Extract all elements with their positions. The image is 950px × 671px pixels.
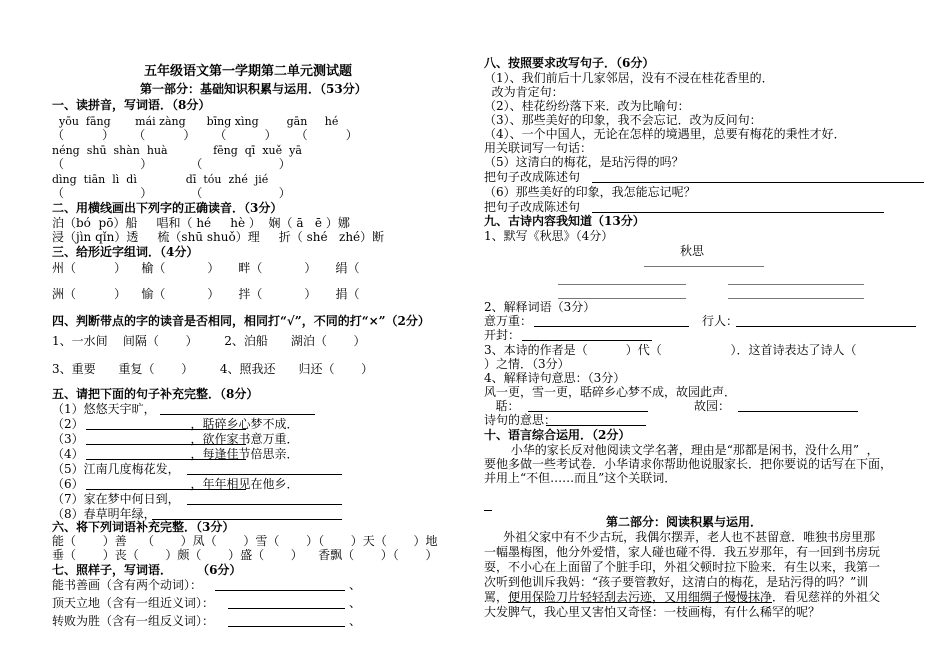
s7-row-2: 顶天立地（含有一组近义词）：: [52, 596, 215, 610]
s9-line-6: ）之情．（3分）: [484, 357, 570, 371]
s1-pinyin-2: néng shū shàn huà fēng qī xuě yā: [52, 144, 302, 157]
s6-row-2: 垂（ ）丧（ ）颇（ ）盛（ ） 香飘（ ）（ ）: [52, 548, 438, 562]
s4-row-2: 3、重要 重复（ ） 4、照我还 归还（ ）: [52, 362, 374, 376]
s8-line-5: （4）、一个中国人，无论在怎样的境遇里，总要有梅花的秉性才好．: [484, 127, 846, 141]
s1-pinyin-3: dìng tiān lì dì dī tóu zhé jié: [52, 173, 269, 186]
s1-brackets-2: （ ） （ ）: [52, 157, 291, 171]
part2-heading: 第二部分：阅读积累与运用．: [606, 515, 763, 529]
s9-line-8: 风一更，雪一更，聒碎乡心梦不成，故园此声．: [484, 385, 737, 399]
s6-row-1: 能（ ）善 （ ）凤（ ）雪（ ）（ ）天（ ）地: [52, 534, 438, 548]
s8-line-3: （2）、桂花纷纷落下来．改为比喻句：: [484, 99, 690, 113]
s8-line-1: （1）、我们前后十几家邻居，没有不浸在桂花香里的．: [484, 71, 774, 85]
s10-line-3: 并用上“不但……而且”这个关联词．: [484, 471, 677, 485]
s3-row-1: 州（ ） 榆（ ） 畔（ ） 绢（: [52, 261, 360, 275]
s8-line-7: （5）这清白的梅花，是玷污得的吗？: [484, 155, 684, 169]
s5-heading: 五、请把下面的句子补充完整．（8分）: [52, 387, 259, 401]
s8-line-8: 把句子改成陈述句: [484, 170, 581, 184]
s5-item-8: （8）春草明年绿，: [52, 507, 156, 521]
s4-row-1: 1、一水间 间隔（ ） 2、泊船 湖泊（ ）: [52, 334, 366, 348]
s8-line-9: （6）那些美好的印象，我怎能忘记呢？: [484, 185, 696, 199]
s9-line-3b: 行人：: [702, 314, 739, 328]
s1-brackets-3: （ ） （ ）: [52, 186, 291, 200]
s8-line-6: 用关联词写一句话：: [484, 141, 593, 155]
s2-row-2: 浸（jìn qǐn）透 梳（shū shuǒ）理 折（ shé zhé）断: [52, 230, 385, 244]
s9-line-7: 4、解释诗句意思：（3分）: [484, 371, 626, 385]
passage-line-5: 罵，便用保险刀片轻轻刮去污迹，又用细绸子慢慢抹净．看见慈祥的外祖父: [484, 590, 881, 604]
s3-heading: 三、给形近字组词．（4分）: [52, 245, 199, 259]
s7-row-1: 能书善画（含有两个动词）：: [52, 578, 203, 592]
s5-item-6: （6） ，年年相见在他乡．: [52, 477, 299, 491]
exam-title: 五年级语文第一学期第二单元测试题: [144, 64, 353, 79]
s9-line-5: 3、本诗的作者是（ ）代（ ）．这首诗表达了诗人（: [484, 343, 857, 357]
s1-brackets-1: （ ） （ ） （ ） （ ）: [52, 128, 358, 142]
s9-line-9: 聒：: [484, 399, 520, 413]
passage-line-4: 次听到他训斥我妈：“孩子要管教好，这清白的梅花，是玷污得的吗？”训: [484, 575, 869, 589]
poem-title: 秋思: [680, 244, 705, 258]
s5-item-3: （3） ，欲作家书意万重．: [52, 432, 299, 446]
s9-line-10: 诗句的意思：: [484, 413, 557, 427]
passage-line-2: 一幅墨梅图，他分外爱惜，家人碰也碰不得．我五岁那年，有一回到书房玩: [484, 545, 881, 559]
s1-heading: 一、读拼音，写词语．（8分）: [52, 98, 211, 112]
s10-line-2: 要他多做一些考试卷．小华请求你帮助他说服家长．把你要说的话写在下面，: [484, 457, 893, 471]
s2-row-1: 泊（bó pō）船 唱和（ hé hè ） 娴（ ā ē ）娜: [52, 216, 350, 230]
s9-line-4: 开封：: [484, 328, 521, 342]
s9-heading: 九、古诗内容我知道（13分）: [484, 214, 645, 228]
s7-row-3: 转败为胜（含有一组反义词）：: [52, 614, 215, 628]
s10-line-1: 小华的家长反对他阅读文学名著，理由是“那都是闲书，没什么用” ，: [484, 443, 879, 457]
s9-line-1: 1、默写《秋思》（4分）: [484, 229, 614, 243]
s5-item-7: （7）家在梦中何日到，: [52, 492, 180, 506]
s8-line-10: 把句子改成陈述句: [484, 200, 581, 214]
s5-item-5: （5）江南几度梅花发，: [52, 462, 180, 476]
s6-heading: 六、将下列词语补充完整．（3分）: [52, 520, 235, 534]
s8-line-4: （3）、那些美好的印象，我不会忘记．改为反问句：: [484, 113, 762, 127]
passage-line-3: 耍，不小心在上面留了个脏手印，外祖父顿时拉下脸来．有生以来，我第一: [484, 560, 881, 574]
s8-heading: 八、按照要求改写句子．（6分）: [484, 56, 655, 70]
underlined-sentence: 便用保险刀片轻轻刮去污迹，又用细绸子慢慢抹净: [508, 590, 773, 604]
s1-pinyin-1: yōu fāng mái zàng bīng xìng gān hé: [52, 115, 339, 128]
s5-item-2: （2） ，聒碎乡心梦不成．: [52, 417, 299, 431]
s5-item-1: （1）悠悠天宇旷，: [52, 402, 156, 416]
passage-line-1: 外祖父家中有不少古玩，我偶尔摆弄，老人也不甚留意．唯独书房里那: [484, 530, 876, 544]
s10-heading: 十、语言综合运用．（2分）: [484, 428, 631, 442]
s2-heading: 二、用横线画出下列字的正确读音．（3分）: [52, 201, 283, 215]
s8-line-2: 改为肯定句：: [484, 85, 564, 99]
s9-line-9b: 故园：: [694, 399, 731, 413]
passage-line-6: 大发脾气，我心里又害怕又奇怪：一枝画梅，有什么稀罕的呢？: [484, 605, 821, 619]
s7-heading: 七、照样子，写词语． （6分）: [52, 563, 242, 577]
s5-item-4: （4） ，每逢佳节倍思亲．: [52, 447, 299, 461]
s9-line-2: 2、解释词语（3分）: [484, 300, 596, 314]
s9-line-3: 意万重：: [484, 314, 533, 328]
s3-row-2: 洲（ ） 愉（ ） 拌（ ） 捐（: [52, 287, 360, 301]
s4-heading: 四、判断带点的字的读音是否相同，相同打“√”，不同的打“×”（2分）: [52, 314, 430, 328]
part1-heading: 第一部分：基础知识积累与运用．（53分）: [140, 82, 367, 96]
